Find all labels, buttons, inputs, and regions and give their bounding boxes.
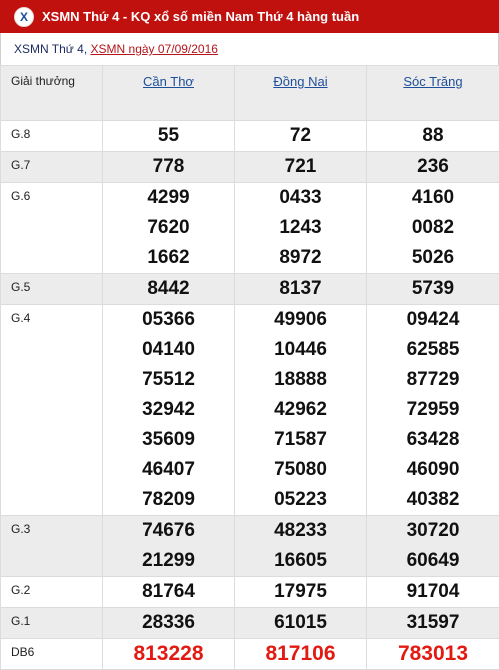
result-cell	[367, 516, 499, 577]
table-row	[1, 152, 499, 183]
result-cell	[367, 152, 499, 183]
result-cell	[235, 305, 367, 516]
prize-number: 7620	[103, 213, 234, 243]
prize-number: 0082	[367, 213, 499, 243]
prize-number: 71587	[235, 425, 366, 455]
result-cell	[235, 152, 367, 183]
prize-number: 32942	[103, 395, 234, 425]
result-cell	[235, 183, 367, 274]
result-cell	[235, 577, 367, 608]
result-cell	[103, 152, 235, 183]
prize-label: G.1	[1, 608, 103, 639]
province-dong-nai-link[interactable]: Đồng Nai	[235, 66, 367, 121]
prize-number: 16605	[235, 546, 366, 576]
results-table	[0, 65, 499, 670]
result-cell	[367, 608, 499, 639]
prize-number: 09424	[367, 305, 499, 335]
prize-number: 60649	[367, 546, 499, 576]
prize-number: 4160	[367, 183, 499, 213]
result-cell	[103, 183, 235, 274]
prize-number: 8442	[103, 274, 234, 304]
result-cell	[235, 121, 367, 152]
prize-number: 17975	[235, 577, 366, 607]
result-cell	[103, 516, 235, 577]
prize-number: 1243	[235, 213, 366, 243]
prize-number: 4299	[103, 183, 234, 213]
prize-number: 40382	[367, 485, 499, 515]
prize-label: G.3	[1, 516, 103, 577]
prize-number: 31597	[367, 608, 499, 638]
special-prize-number: 783013	[367, 639, 499, 669]
prize-number: 5026	[367, 243, 499, 273]
prize-number: 8972	[235, 243, 366, 273]
result-cell	[103, 608, 235, 639]
title-bar	[0, 0, 499, 33]
prize-number: 46407	[103, 455, 234, 485]
prize-number: 1662	[103, 243, 234, 273]
result-cell	[103, 274, 235, 305]
prize-number: 0433	[235, 183, 366, 213]
result-cell	[367, 121, 499, 152]
province-can-tho-link[interactable]: Cần Thơ	[103, 66, 235, 121]
table-row	[1, 577, 499, 608]
table-row	[1, 608, 499, 639]
prize-number: 75512	[103, 365, 234, 395]
prize-number: 236	[367, 152, 499, 182]
province-soc-trang-link[interactable]: Sóc Trăng	[367, 66, 499, 121]
table-row	[1, 183, 499, 274]
prize-number: 48233	[235, 516, 366, 546]
prize-number: 88	[367, 121, 499, 151]
prize-number: 55	[103, 121, 234, 151]
prize-number: 18888	[235, 365, 366, 395]
result-cell	[367, 183, 499, 274]
result-cell	[367, 577, 499, 608]
prize-number: 75080	[235, 455, 366, 485]
prize-number: 8137	[235, 274, 366, 304]
prize-label: G.5	[1, 274, 103, 305]
prize-label: G.8	[1, 121, 103, 152]
prize-number: 42962	[235, 395, 366, 425]
prize-column-header: Giải thưởng	[1, 66, 103, 121]
prize-number: 28336	[103, 608, 234, 638]
result-cell	[103, 577, 235, 608]
prize-number: 87729	[367, 365, 499, 395]
prize-number: 10446	[235, 335, 366, 365]
prize-number: 778	[103, 152, 234, 182]
breadcrumb-prefix: XSMN Thứ 4,	[14, 42, 87, 56]
page-title: XSMN Thứ 4 - KQ xổ số miền Nam Thứ 4 hàng tuần	[42, 9, 359, 24]
prize-label: G.6	[1, 183, 103, 274]
result-cell	[103, 305, 235, 516]
result-cell	[235, 639, 367, 670]
prize-number: 61015	[235, 608, 366, 638]
prize-label: DB6	[1, 639, 103, 670]
prize-label: G.4	[1, 305, 103, 516]
result-cell	[235, 516, 367, 577]
prize-number: 5739	[367, 274, 499, 304]
result-cell	[367, 305, 499, 516]
result-cell	[103, 121, 235, 152]
prize-number: 91704	[367, 577, 499, 607]
table-row	[1, 639, 499, 670]
xsmn-logo-icon: X	[14, 7, 34, 27]
prize-number: 81764	[103, 577, 234, 607]
result-cell	[367, 639, 499, 670]
prize-number: 35609	[103, 425, 234, 455]
breadcrumb	[14, 39, 218, 59]
prize-number: 72	[235, 121, 366, 151]
table-row	[1, 516, 499, 577]
table-row	[1, 305, 499, 516]
prize-number: 721	[235, 152, 366, 182]
prize-number: 46090	[367, 455, 499, 485]
prize-number: 62585	[367, 335, 499, 365]
result-cell	[103, 639, 235, 670]
prize-number: 05366	[103, 305, 234, 335]
prize-number: 21299	[103, 546, 234, 576]
prize-number: 78209	[103, 485, 234, 515]
prize-number: 72959	[367, 395, 499, 425]
table-row	[1, 274, 499, 305]
table-row	[1, 121, 499, 152]
prize-number: 30720	[367, 516, 499, 546]
prize-label: G.7	[1, 152, 103, 183]
prize-number: 49906	[235, 305, 366, 335]
prize-number: 05223	[235, 485, 366, 515]
result-cell	[235, 608, 367, 639]
prize-label: G.2	[1, 577, 103, 608]
prize-number: 04140	[103, 335, 234, 365]
prize-number: 74676	[103, 516, 234, 546]
prize-number: 63428	[367, 425, 499, 455]
special-prize-number: 813228	[103, 639, 234, 669]
result-cell	[235, 274, 367, 305]
result-cell	[367, 274, 499, 305]
special-prize-number: 817106	[235, 639, 366, 669]
breadcrumb-date-link[interactable]: XSMN ngày 07/09/2016	[91, 42, 218, 56]
